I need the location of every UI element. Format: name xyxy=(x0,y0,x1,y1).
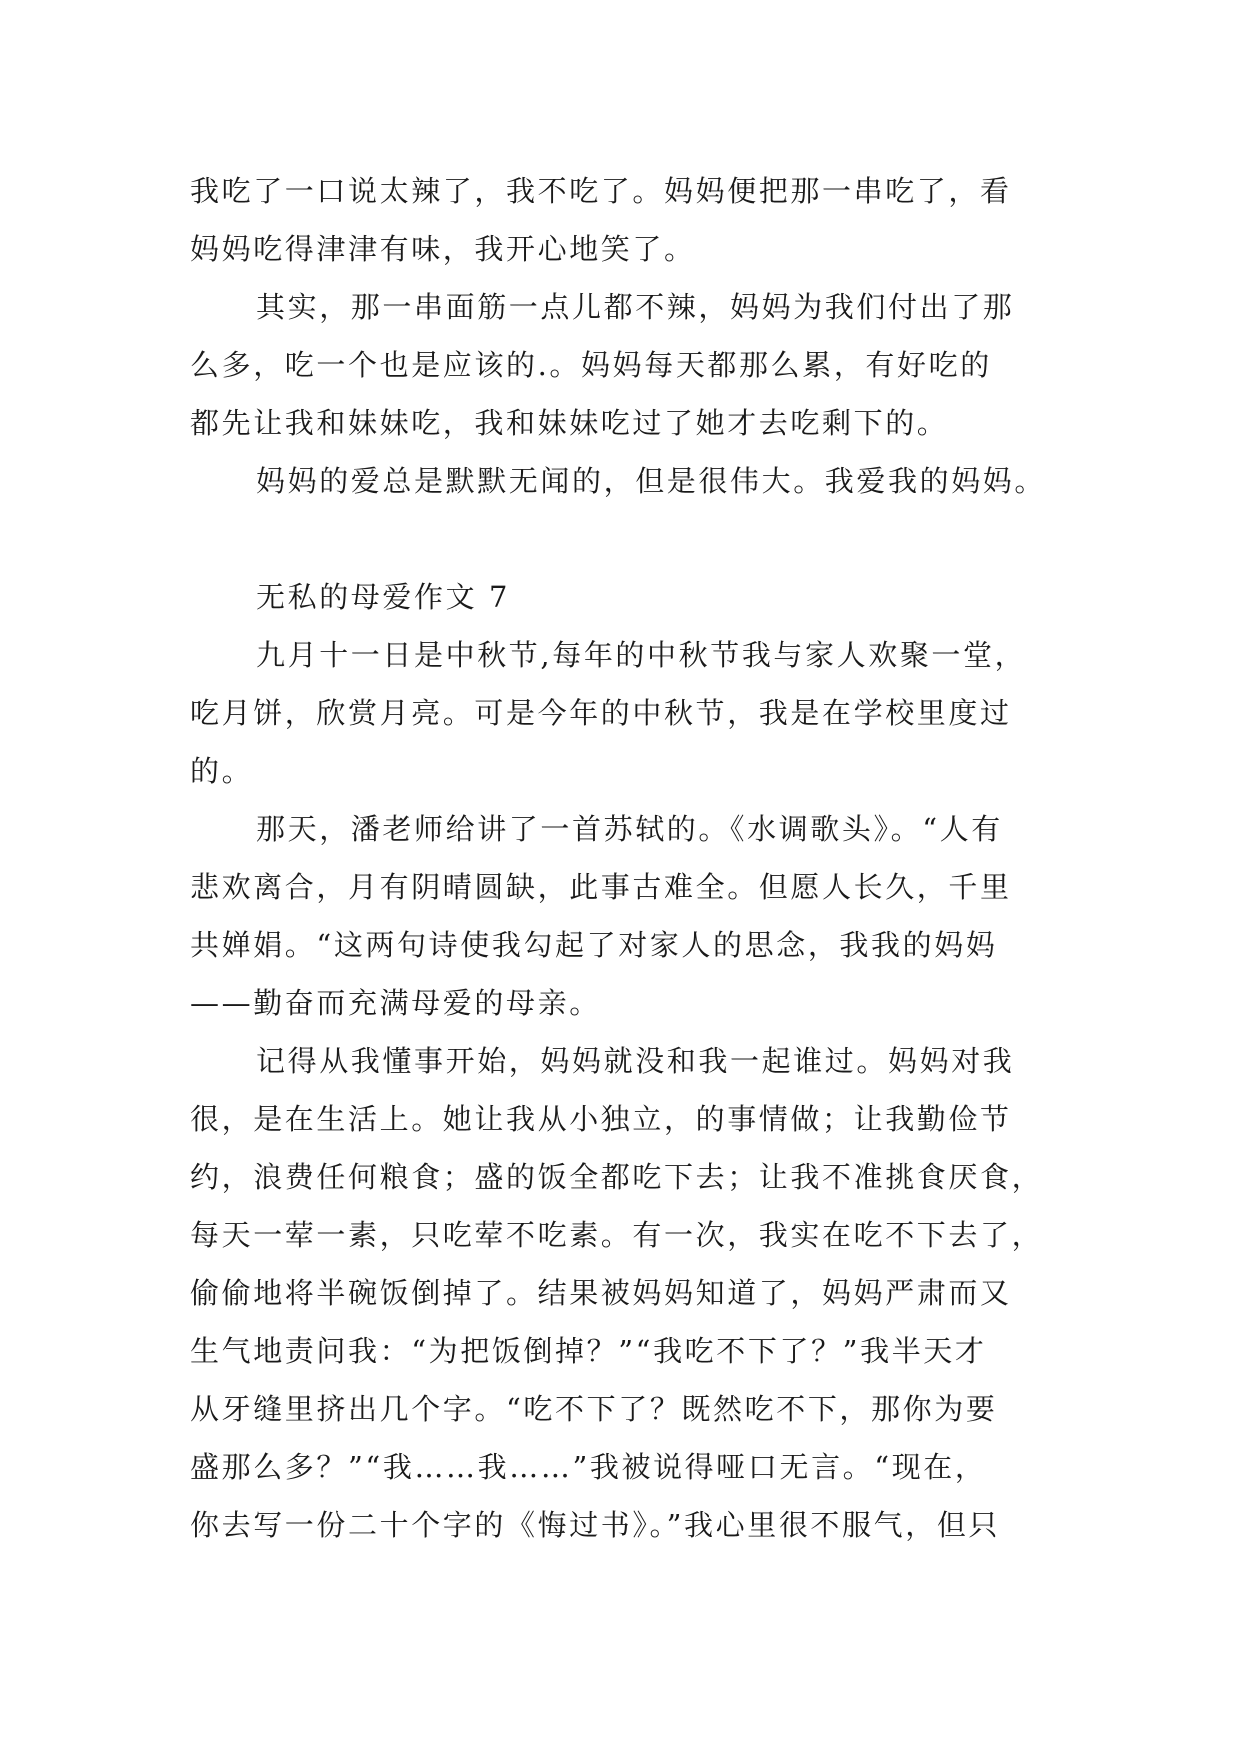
text-line: 吃月饼，欣赏月亮。可是今年的中秋节，我是在学校里度过 xyxy=(190,696,1012,730)
paragraph-3 xyxy=(190,452,1050,510)
text-line: ——勤奋而充满母爱的母亲。 xyxy=(190,986,601,1020)
text-line: 每天一荤一素，只吃荤不吃素。有一次，我实在吃不下去了， xyxy=(190,1218,1044,1252)
text-line: 悲欢离合，月有阴晴圆缺，此事古难全。但愿人长久，千里 xyxy=(190,870,1012,904)
text-line: 我吃了一口说太辣了，我不吃了。妈妈便把那一串吃了，看 xyxy=(190,174,1012,208)
text-line: 很，是在生活上。她让我从小独立，的事情做；让我勤俭节 xyxy=(190,1102,1012,1136)
text-line: 的。 xyxy=(190,754,254,788)
text-line: 其实，那一串面筋一点儿都不辣，妈妈为我们付出了那 xyxy=(256,290,1015,324)
paragraph-5 xyxy=(190,800,1050,1032)
paragraph-6 xyxy=(190,1032,1050,1554)
text-line: 么多，吃一个也是应该的.。妈妈每天都那么累，有好吃的 xyxy=(190,348,992,382)
text-line: 妈妈的爱总是默默无闻的，但是很伟大。我爱我的妈妈。 xyxy=(256,464,1047,498)
section-spacer xyxy=(190,510,1050,568)
text-line: 九月十一日是中秋节,每年的中秋节我与家人欢聚一堂， xyxy=(256,638,1027,672)
paragraph-2 xyxy=(190,278,1050,452)
text-line: 偷偷地将半碗饭倒掉了。结果被妈妈知道了，妈妈严肃而又 xyxy=(190,1276,1012,1310)
text-line: 生气地责问我：“为把饭倒掉？”“我吃不下了？”我半天才 xyxy=(190,1334,987,1368)
section-heading xyxy=(190,568,1050,626)
text-line: 那天，潘老师给讲了一首苏轼的。《水调歌头》。“人有 xyxy=(256,812,1003,846)
essay-title: 无私的母爱作文 7 xyxy=(256,580,511,614)
text-line: 约，浪费任何粮食；盛的饭全都吃下去；让我不准挑食厌食， xyxy=(190,1160,1044,1194)
text-line: 都先让我和妹妹吃，我和妹妹吃过了她才去吃剩下的。 xyxy=(190,406,949,440)
text-line: 你去写一份二十个字的《悔过书》。”我心里很不服气，但只 xyxy=(190,1508,1001,1542)
paragraph-4 xyxy=(190,626,1050,800)
text-line: 从牙缝里挤出几个字。“吃不下了？既然吃不下，那你为要 xyxy=(190,1392,998,1426)
document-page xyxy=(190,162,1050,1554)
text-line: 共婵娟。“这两句诗使我勾起了对家人的思念，我我的妈妈 xyxy=(190,928,998,962)
text-line: 盛那么多？”“我……我……”我被说得哑口无言。“现在， xyxy=(190,1450,987,1484)
text-line: 妈妈吃得津津有味，我开心地笑了。 xyxy=(190,232,696,266)
text-line: 记得从我懂事开始，妈妈就没和我一起谁过。妈妈对我 xyxy=(256,1044,1015,1078)
paragraph-1 xyxy=(190,162,1050,278)
